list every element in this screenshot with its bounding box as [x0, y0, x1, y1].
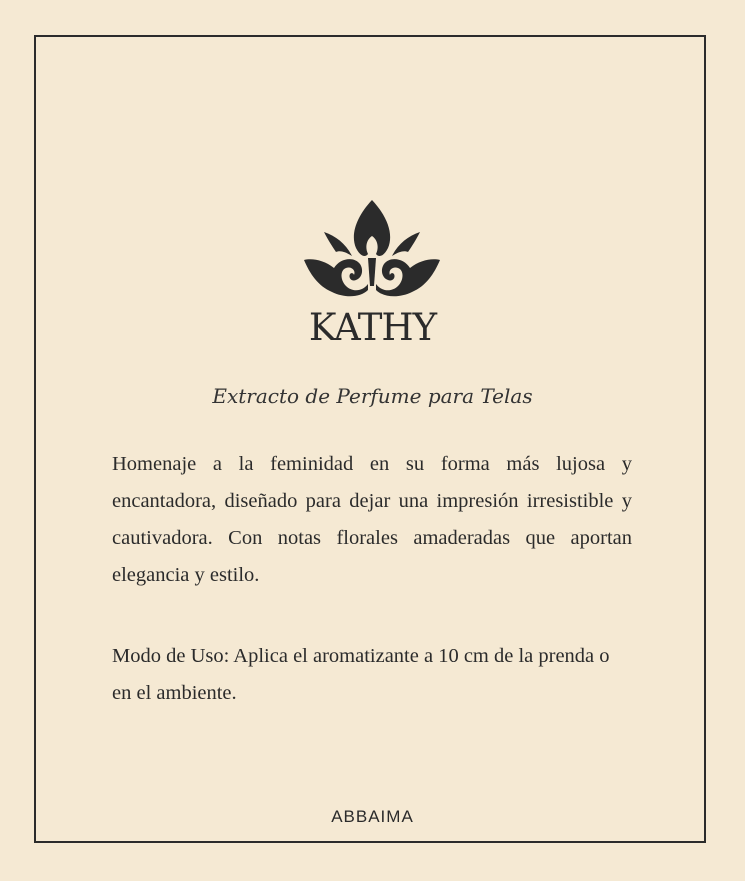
product-description: Homenaje a la feminidad en su forma más lujosa y encantadora, diseñado para dejar una impresión irresistible y cautivadora. Con notas florales amaderadas que aportan elegancia y estilo.: [112, 453, 632, 586]
usage-instructions: Modo de Uso: Aplica el aromatizante a 10 cm de la prenda o en el ambiente.: [112, 645, 610, 704]
label-border: [34, 35, 706, 843]
brand-name: KATHY: [308, 306, 437, 349]
maker-name: ABBAIMA: [331, 807, 414, 826]
product-type: Extracto de Perfume para Telas: [212, 384, 533, 408]
lotus-icon: [302, 198, 442, 300]
